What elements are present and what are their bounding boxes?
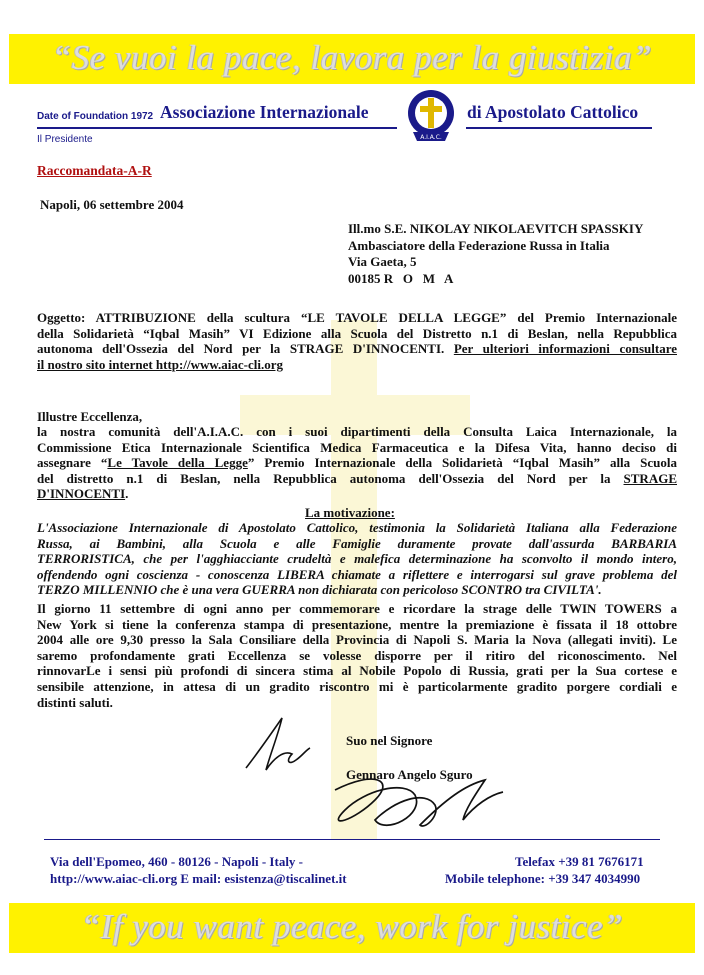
aiac-logo — [399, 86, 463, 146]
motivation-line: L'Associazione Internazionale di Apostolato Cattolico, testimonia la Solidarietà Italiana alla Federazione — [37, 520, 677, 535]
body-line: Il giorno 11 settembre di ogni anno per commemorare e ricordare la strage delle TWIN TOWERS a — [37, 601, 677, 616]
subject-line: Oggetto: ATTRIBUZIONE della scultura “LE TAVOLE DELLA LEGGE” del Premio Internazionale — [37, 310, 677, 325]
website-link[interactable]: il nostro sito internet http://www.aiac-cli.org — [37, 356, 284, 372]
footer-rule — [44, 839, 660, 840]
subject-more-info: Per ulteriori informazioni consultare — [453, 341, 677, 357]
top-motto: “Se vuoi la pace, lavora per la giustizia” — [51, 38, 653, 77]
body-paragraph-2 — [37, 601, 677, 710]
recipient-line: Ill.mo S.E. NIKOLAY NIKOLAEVITCH SPASSKIY — [348, 221, 644, 236]
svg-text:A.I.A.C.: A.I.A.C. — [420, 134, 442, 141]
award-name: Le Tavole della Legge — [107, 455, 248, 471]
president-label: Il Presidente — [37, 134, 93, 145]
body-text: . — [125, 486, 129, 502]
motivation-line: offendendo ogni coscienza - conoscenza LIBERA chiamate a riflettere e interrogarsi sul grave problema del — [37, 566, 677, 582]
bottom-motto-banner — [9, 903, 695, 953]
header-rule-right — [466, 127, 652, 129]
motivation-line: TERRORISTICA, che per l'agghiacciante crudeltà e malefica determinazione ha sconvolto il mondo intero, — [37, 551, 677, 567]
date-line: Napoli, 06 settembre 2004 — [40, 197, 184, 212]
recipient-block — [348, 221, 643, 287]
recipient-line: Via Gaeta, 5 — [348, 254, 417, 269]
subject-text: autonoma dell'Ossezia del Nord per la STRAGE D'INNOCENTI. — [37, 341, 454, 357]
body-line — [37, 455, 677, 471]
body-line: sensibile attenzione, in attesa di un gradito riscontro mi è particolarmente gradito porgere cordiali e — [37, 678, 677, 694]
footer-mobile: Mobile telephone: +39 347 4034990 — [445, 871, 641, 886]
motivation-line: Russa, ai Bambini, alla Scuola e alle Famiglie duramente provate dall'assurda BARBARIA — [37, 535, 677, 551]
signer-name: Gennaro Angelo Sguro — [346, 767, 473, 782]
handwritten-signature — [315, 760, 515, 840]
subject-line: della Solidarietà “Iqbal Masih” VI Edizione alla Scuola del Distretto n.1 di Beslan, nella Repubblica — [37, 325, 677, 341]
body-paragraph-1 — [37, 424, 677, 502]
body-line: la nostra comunità dell'A.I.A.C. con i suoi dipartimenti della Consulta Laica Internazionale, la — [37, 424, 677, 439]
body-line — [37, 471, 677, 487]
body-line: distinti saluti. — [37, 694, 113, 710]
body-line: New York si tiene la conferenza stampa di presentazione, mentre la premiazione è fissata il 18 ottobre — [37, 616, 677, 632]
motivation-title: La motivazione: — [305, 505, 395, 520]
recipient-line: Ambasciatore della Federazione Russa in Italia — [348, 237, 610, 253]
subject-block — [37, 310, 677, 372]
innocenti-underlined: D'INNOCENTI — [37, 486, 126, 502]
footer-web-email[interactable]: http://www.aiac-cli.org E mail: esistenza@tiscalinet.it — [50, 871, 347, 886]
body-line: Commissione Etica Internazionale Scientifica Medica Farmaceutica e la Difesa Vita, hanno deciso di — [37, 439, 677, 455]
footer-address: Via dell'Epomeo, 460 - 80126 - Napoli - Italy - — [50, 854, 304, 869]
registered-mail-label: Raccomandata-A-R — [37, 163, 152, 178]
motivation-line: TERZO MILLENNIO che è una vera GUERRA non dichiarata con pericoloso SCONTRO tra CIVILTA'. — [37, 582, 602, 598]
body-line: 2004 alle ore 9,30 presso la Sala Consiliare della Provincia di Napoli S. Maria la Nova (allegati inviti). Le — [37, 632, 677, 648]
body-text: del distretto n.1 di Beslan, nella Repubblica autonoma dell'Ossezia del Nord per la — [37, 470, 624, 486]
top-motto-banner — [9, 34, 695, 84]
assoc-name-right: di Apostolato Cattolico — [467, 102, 639, 122]
header-rule-left — [37, 127, 397, 129]
recipient-line: 00185 R O M A — [348, 270, 454, 286]
body-text: assegnare “ — [37, 455, 108, 471]
salutation: Illustre Eccellenza, — [37, 409, 143, 424]
motivation-text — [37, 520, 677, 598]
footer-telefax: Telefax +39 81 7676171 — [515, 854, 644, 869]
closing: Suo nel Signore — [346, 733, 433, 748]
subject-line — [37, 341, 677, 357]
body-line — [37, 486, 677, 502]
foundation-date: Date of Foundation 1972 — [37, 111, 154, 122]
body-text: ” Premio Internazionale della Solidarietà “Iqbal Masih” alla Scuola — [247, 455, 677, 471]
bottom-motto: “If you want peace, work for justice” — [80, 907, 624, 946]
strage-underlined: STRAGE — [623, 470, 677, 486]
body-line: rinnovarLe i sensi più profondi di sincera stima al Nobile Popolo di Russia, grati per la Sua cortese e — [37, 663, 677, 679]
assoc-name-left: Associazione Internazionale — [160, 102, 369, 122]
body-line: saremo profondamente grati Eccellenza se volesse disporre per il ritiro del riconoscimento. Nel — [37, 647, 677, 663]
